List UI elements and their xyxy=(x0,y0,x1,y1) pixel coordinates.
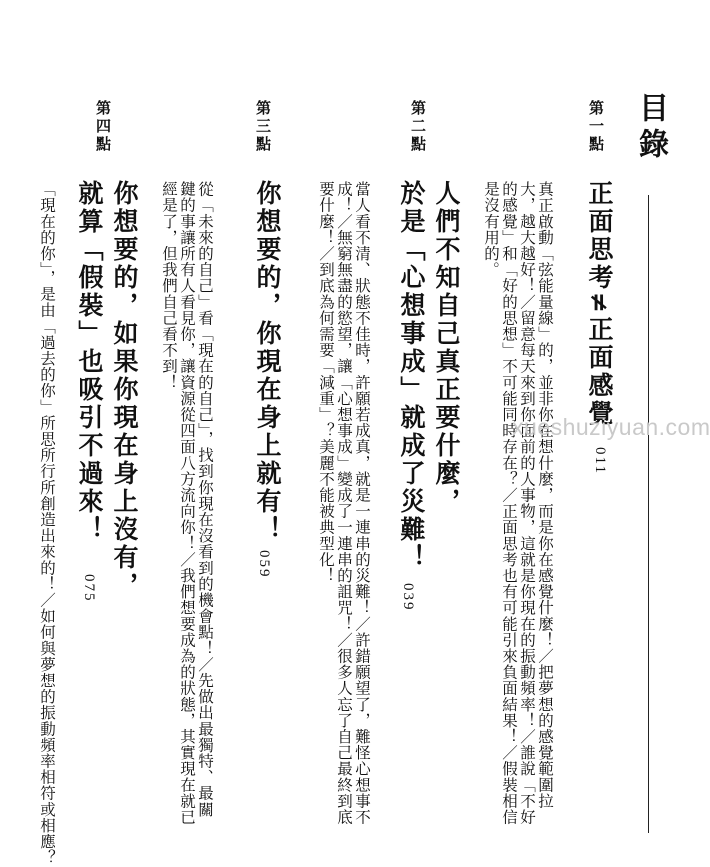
chapter-3-heading: 你想要的，你現在身上就有！ xyxy=(253,180,282,544)
chapter-2-heading: 人們不知自己真正要什麼， 於是「心想事成」就成了災難！ xyxy=(397,180,461,572)
chapter-3-label: 第三點 xyxy=(254,100,272,154)
watermark: xueshuziyuan.com xyxy=(512,414,710,440)
chapter-4-page-number: 075 xyxy=(81,574,97,603)
chapter-4-description: 「現在的你」，是由「過去的你」所思所行所創造出來的！／如何與夢想的振動頻率相符或相應？ xyxy=(38,181,56,866)
chapter-3-page-number: 059 xyxy=(256,550,272,579)
toc-title: 目錄 xyxy=(633,92,668,164)
chapter-1-heading: 正面思考≠正面感覺 xyxy=(585,180,614,428)
chapter-2-page-number: 039 xyxy=(400,583,416,612)
chapter-1-page-number: 011 xyxy=(592,447,608,475)
title-divider xyxy=(648,195,649,833)
chapter-1-label: 第一點 xyxy=(587,100,605,154)
chapter-2-description: 當人看不清、狀態不佳時，許願若成真，就是一連串的災難！／許錯願望了，難怪心想事不 成！／無窮無盡的慾望，讓「心想事成」變成了一連串的詛咒！／很多人忘了自己最終到底 要什麼！／到底為何需要「減重」？美麗不能被典型化！ xyxy=(317,181,371,825)
chapter-2-label: 第二點 xyxy=(409,100,427,154)
chapter-3-description: 從「未來的自己」看「現在的自己」，找到你現在沒看到的機會點！／先做出最獨特、最關 鍵的事讓所有人看見你，讓資源從四面八方流向你！／我們想要成為的狀態，其實現在就已 經是了，但我們自己看不到！ xyxy=(160,181,214,825)
chapter-4-label: 第四點 xyxy=(94,100,112,154)
chapter-1-description: 真正啟動「弦能量線」的，並非你在想什麼，而是你在感覺什麼！／把夢想的感覺範圍拉 大，越大越好！／留意每天來到你面前的人事物，這就是你現在的振動頻率！／誰說「不好 的感覺」和「好的思想」不可能同時存在？／正面思考也有可能引來負面結果！／假裝相信 是沒有用的。 xyxy=(482,181,554,825)
chapter-4-heading: 你想要的，如果你現在身上沒有， 就算「假裝」也吸引不過來！ xyxy=(75,180,139,600)
